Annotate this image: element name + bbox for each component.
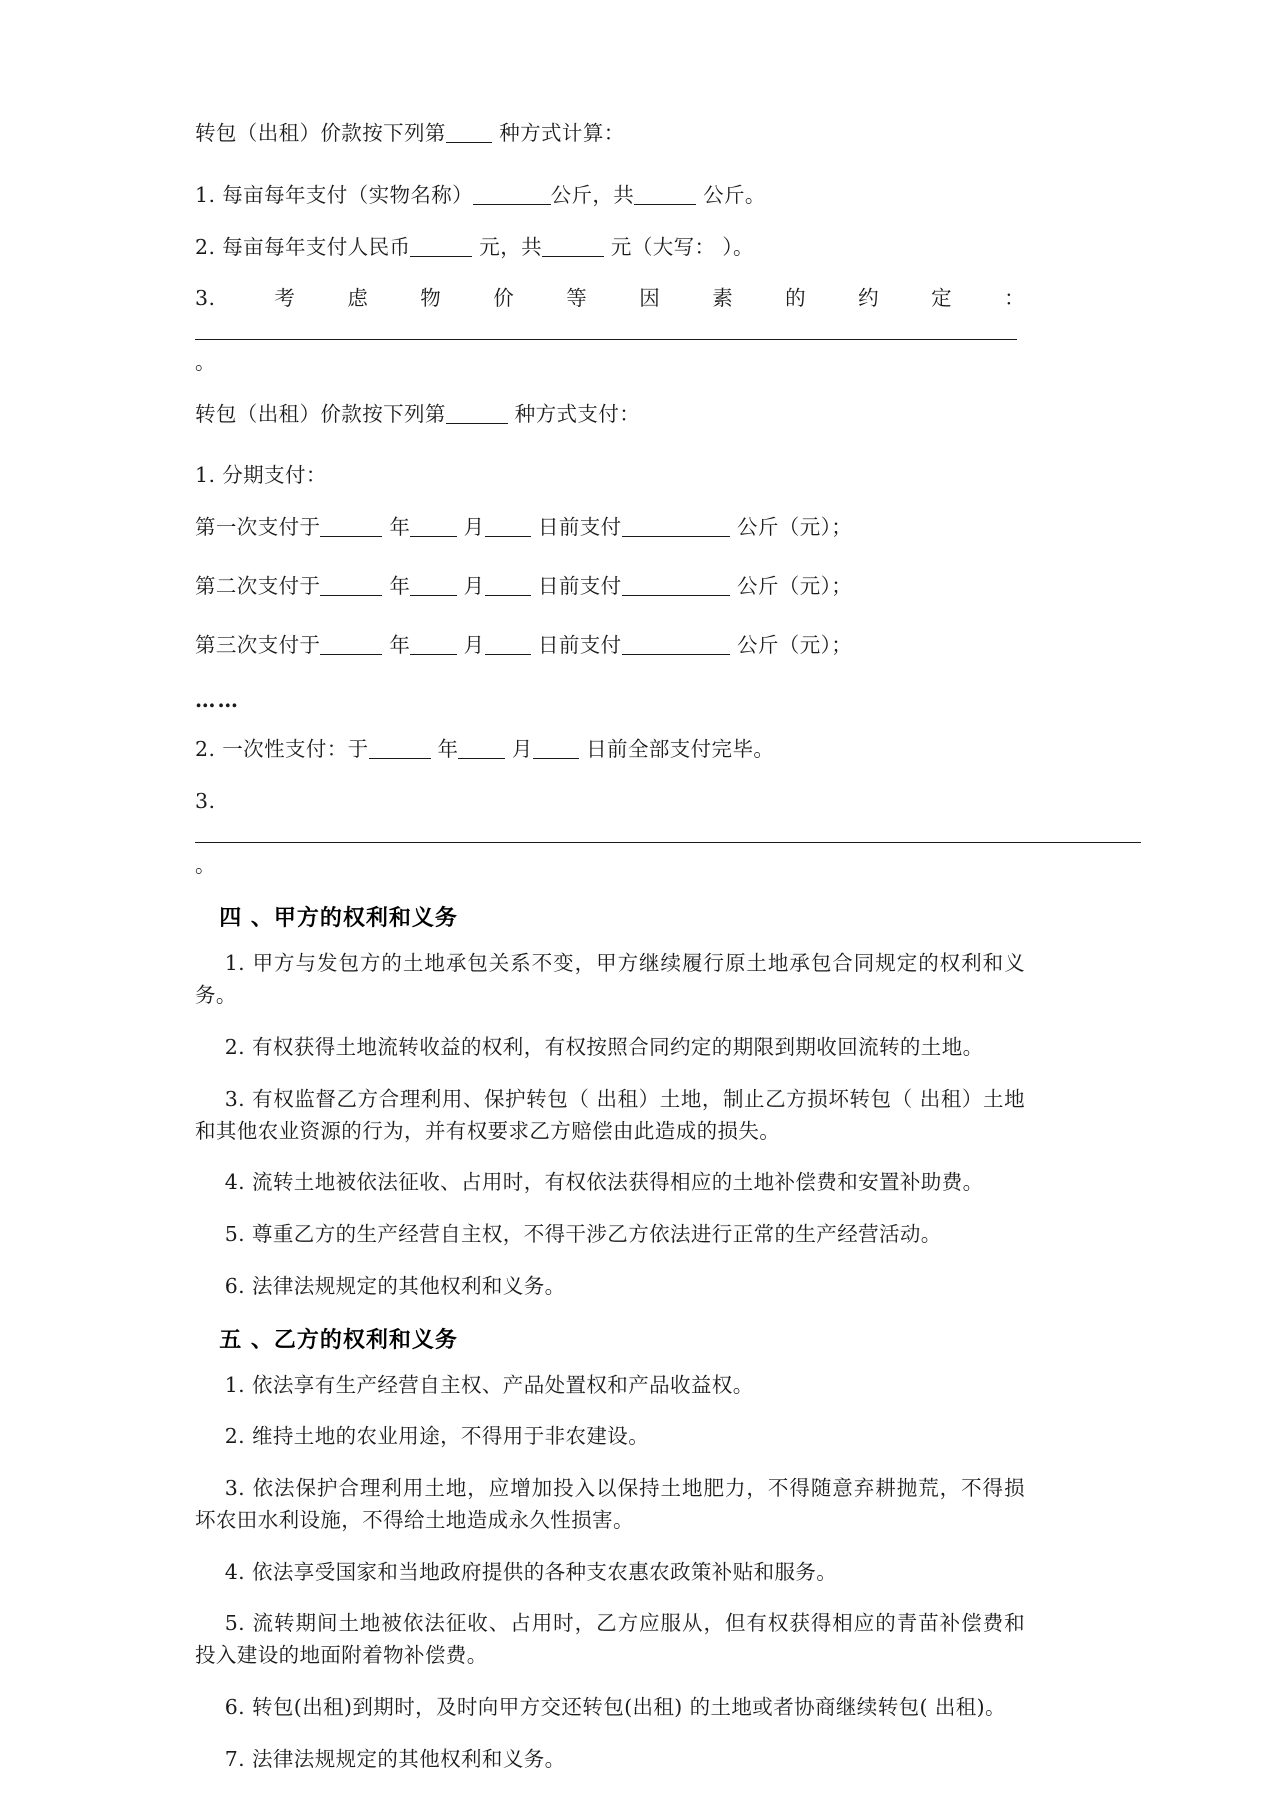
price-option-2: 2. 每亩每年支付人民币 元，共 元（大写： ）。 bbox=[195, 234, 754, 259]
fill-in-blank[interactable] bbox=[369, 739, 431, 759]
fill-in-blank[interactable] bbox=[195, 822, 1141, 842]
section-five-item-5: 5. 流转期间土地被依法征收、占用时，乙方应服从，但有权获得相应的青苗补偿费和投入建设的地面附着物补偿费。 bbox=[195, 1611, 1025, 1668]
fill-in-blank[interactable] bbox=[410, 575, 457, 595]
fill-in-blank[interactable] bbox=[542, 236, 604, 256]
section-heading-five: 五 、乙方的权利和义务 bbox=[219, 1327, 458, 1353]
fill-in-blank[interactable] bbox=[410, 517, 457, 537]
fill-in-blank[interactable] bbox=[458, 739, 505, 759]
section-five-item-2: 2. 维持土地的农业用途，不得用于非农建设。 bbox=[224, 1424, 650, 1449]
fill-in-blank[interactable] bbox=[410, 236, 472, 256]
fill-in-blank[interactable] bbox=[485, 575, 532, 595]
fill-in-blank[interactable] bbox=[622, 575, 731, 595]
fill-in-blank[interactable] bbox=[446, 123, 493, 143]
fill-in-blank[interactable] bbox=[634, 184, 696, 204]
section-five-item-7: 7. 法律法规规定的其他权利和义务。 bbox=[224, 1746, 566, 1771]
document-body bbox=[195, 118, 1025, 1776]
fill-in-blank[interactable] bbox=[485, 634, 532, 654]
section-four-item-4: 4. 流转土地被依法征收、占用时，有权依法获得相应的土地补偿费和安置补助费。 bbox=[224, 1170, 984, 1195]
section-five-item-1: 1. 依法享有生产经营自主权、产品处置权和产品收益权。 bbox=[224, 1372, 754, 1397]
section-five-item-6: 6. 转包(出租)到期时，及时向甲方交还转包(出租) 的土地或者协商继续转包( 出租)。 bbox=[224, 1694, 1006, 1719]
fill-in-blank[interactable] bbox=[195, 320, 1017, 340]
fill-in-blank[interactable] bbox=[622, 517, 731, 537]
payment-option-1-label: 1. 分期支付： bbox=[195, 463, 327, 488]
price-option-3: 3. 考虑物价等因素的约定：。 bbox=[195, 286, 1025, 374]
section-four-item-2: 2. 有权获得土地流转收益的权利，有权按照合同约定的期限到期收回流转的土地。 bbox=[224, 1035, 984, 1060]
fill-in-blank[interactable] bbox=[320, 575, 382, 595]
payment-option-2: 2. 一次性支付：于 年 月 日前全部支付完毕。 bbox=[195, 737, 775, 762]
payment-method-lead-in: 转包（出租）价款按下列第 种方式支付： bbox=[195, 401, 641, 426]
fill-in-blank[interactable] bbox=[533, 739, 580, 759]
section-four-item-3: 3. 有权监督乙方合理利用、保护转包（ 出租）土地，制止乙方损坏转包（ 出租）土地和其他农业资源的行为，并有权要求乙方赔偿由此造成的损失。 bbox=[195, 1086, 1025, 1143]
section-four-item-1: 1. 甲方与发包方的土地承包关系不变，甲方继续履行原土地承包合同规定的权利和义务。 bbox=[195, 951, 1025, 1008]
fill-in-blank[interactable] bbox=[410, 634, 457, 654]
price-option-1: 1. 每亩每年支付（实物名称） 公斤，共 公斤。 bbox=[195, 182, 766, 207]
payment-option-3: 3. 。 bbox=[195, 786, 1025, 881]
fill-in-blank[interactable] bbox=[320, 517, 382, 537]
fill-in-blank[interactable] bbox=[320, 634, 382, 654]
installment-3: 第三次支付于 年 月 日前支付 公斤（元）； bbox=[195, 632, 853, 657]
section-four-item-5: 5. 尊重乙方的生产经营自主权，不得干涉乙方依法进行正常的生产经营活动。 bbox=[224, 1222, 942, 1247]
installment-1: 第一次支付于 年 月 日前支付 公斤（元）； bbox=[195, 515, 853, 540]
price-calculation-lead-in: 转包（出租）价款按下列第 种方式计算： bbox=[195, 121, 625, 145]
fill-in-blank[interactable] bbox=[485, 517, 532, 537]
installment-ellipsis: …… bbox=[195, 688, 240, 713]
installment-2: 第二次支付于 年 月 日前支付 公斤（元）； bbox=[195, 573, 853, 598]
section-heading-four: 四 、甲方的权利和义务 bbox=[219, 906, 458, 932]
section-five-item-3: 3. 依法保护合理利用土地，应增加投入以保持土地肥力，不得随意弃耕抛荒，不得损坏农田水利设施，不得给土地造成永久性损害。 bbox=[195, 1476, 1025, 1532]
fill-in-blank[interactable] bbox=[473, 184, 551, 204]
section-four-item-6: 6. 法律法规规定的其他权利和义务。 bbox=[224, 1273, 566, 1298]
fill-in-blank[interactable] bbox=[446, 403, 508, 423]
section-five-item-4: 4. 依法享受国家和当地政府提供的各种支农惠农政策补贴和服务。 bbox=[224, 1559, 838, 1584]
fill-in-blank[interactable] bbox=[622, 634, 731, 654]
